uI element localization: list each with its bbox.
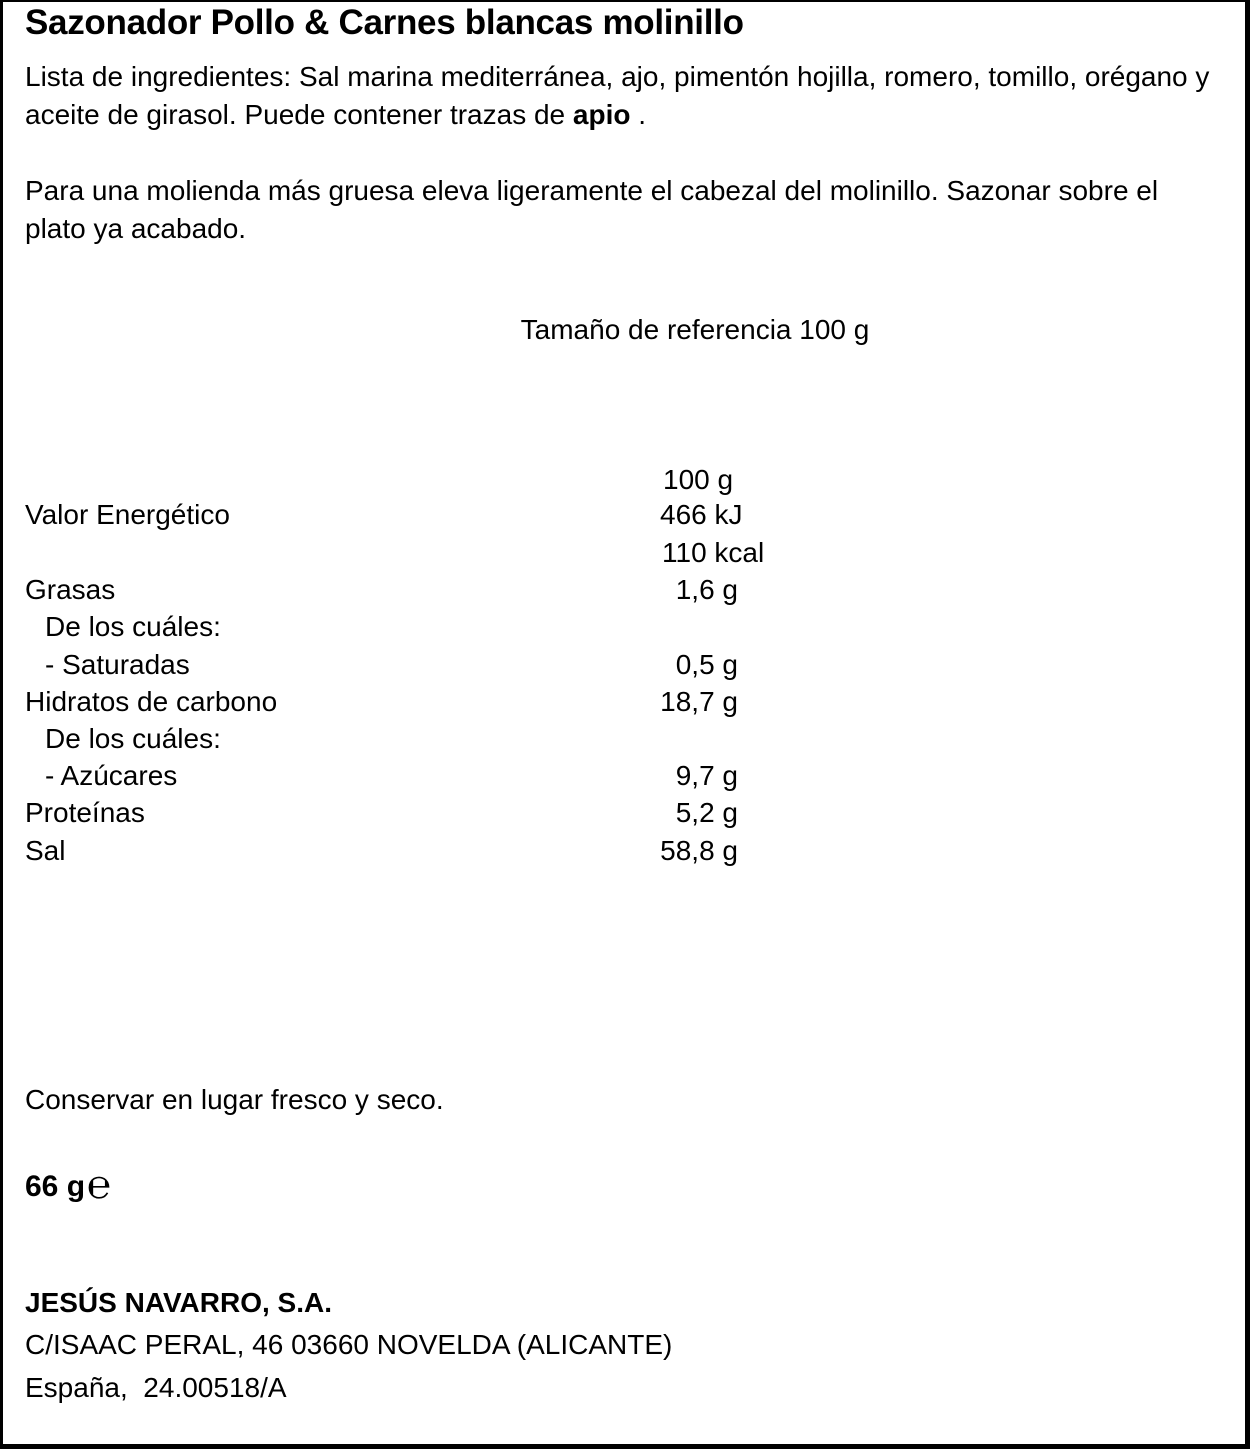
net-weight: [25, 1162, 112, 1208]
row-value-sugars: 9,7 g: [675, 760, 738, 791]
row-value-energy-kcal: 110 kcal: [662, 537, 765, 568]
row-label-saturates: - Saturadas: [45, 649, 190, 680]
row-value-salt: 58,8 g: [660, 835, 738, 866]
row-label-protein: Proteínas: [25, 797, 145, 828]
ingredients-end: .: [630, 99, 647, 130]
ingredients-list: [25, 58, 1215, 134]
net-weight-value: 66 g: [25, 1170, 86, 1203]
row-label-carbohydrates: Hidratos de carbono: [25, 686, 278, 717]
row-label-of-which-carbs: De los cuáles:: [45, 723, 221, 754]
row-value-carbohydrates: 18,7 g: [660, 686, 738, 717]
row-label-of-which-fat: De los cuáles:: [45, 611, 221, 642]
row-label-fat: Grasas: [25, 574, 116, 605]
ingredients-text: Lista de ingredientes: Sal marina mediterránea, ajo, pimentón hojilla, romero, tomillo, orégano y aceite de girasol. Puede contener trazas de: [25, 61, 1210, 130]
product-title: Sazonador Pollo & Carnes blancas molinillo: [25, 3, 744, 42]
estimated-sign-icon: ℮: [87, 1162, 112, 1208]
row-value-saturates: 0,5 g: [675, 649, 738, 680]
manufacturer-name: JESÚS NAVARRO, S.A.: [25, 1287, 333, 1318]
row-label-salt: Sal: [25, 835, 66, 866]
row-label-sugars: - Azúcares: [45, 760, 178, 791]
row-value-protein: 5,2 g: [675, 797, 738, 828]
manufacturer-registry: España, 24.00518/A: [25, 1372, 287, 1403]
allergen-apio: apio: [572, 99, 631, 130]
row-label-energy: Valor Energético: [25, 499, 230, 530]
row-value-energy-kj: 466 kJ: [660, 499, 743, 530]
reference-size: Tamaño de referencia 100 g: [520, 314, 870, 345]
column-header: 100 g: [663, 464, 734, 495]
manufacturer-address: C/ISAAC PERAL, 46 03660 NOVELDA (ALICANTE): [25, 1329, 673, 1360]
usage-instructions: Para una molienda más gruesa eleva ligeramente el cabezal del molinillo. Sazonar sobre el plato ya acabado.: [25, 175, 1159, 244]
storage-instructions: Conservar en lugar fresco y seco.: [25, 1084, 444, 1115]
row-value-fat: 1,6 g: [675, 574, 738, 605]
